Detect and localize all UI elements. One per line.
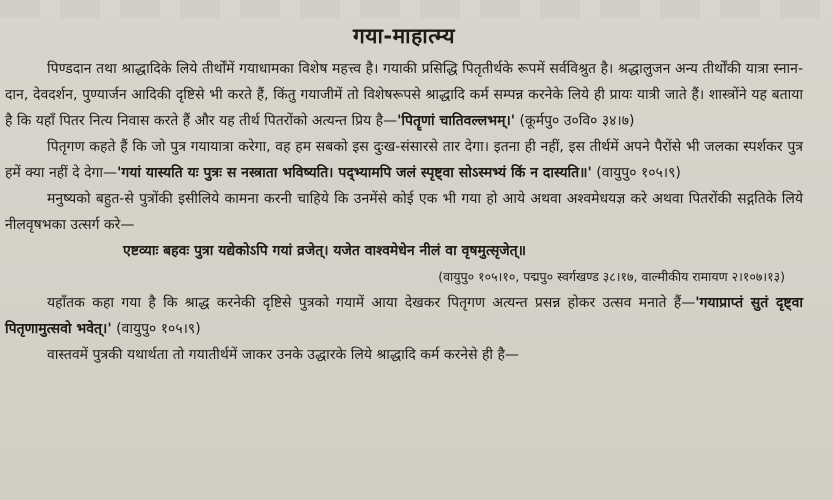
paragraph-5: वास्तवमें पुत्रकी यथार्थता तो गयातीर्थमें जाकर उनके उद्धारके लिये श्राद्धादि कर्म करनेसे ही है—	[47, 347, 519, 363]
paragraph-1-citation: (कूर्मपु० उ०वि० ३४।७)	[515, 113, 635, 129]
page-title: गया-माहात्म्य	[352, 24, 456, 48]
paragraph-1	[5, 56, 803, 134]
paragraph-4-citation: (वायुपु० १०५।९)	[111, 321, 201, 337]
verse-citation: (वायुपु० १०५।१०, पद्मपु० स्वर्गखण्ड ३८।१७, वाल्मीकीय रामायण २।१०७।१३)	[438, 269, 785, 284]
sanskrit-verse: एष्टव्याः बहवः पुत्रा यद्येकोऽपि गयां व्रजेत्। यजेत वाश्वमेधेन नीलं वा वृषमुत्सृजेत्॥	[123, 243, 527, 259]
paragraph-2-quote: 'गयां यास्यति यः पुत्रः स नस्त्राता भविष्यति। पद्भ्यामपि जलं स्पृष्ट्वा सोऽस्मभ्यं किं न दास्यति॥'	[117, 165, 592, 181]
paragraph-3: मनुष्यको बहुत-से पुत्रोंकी इसीलिये कामना करनी चाहिये कि उनमेंसे कोई एक भी गया हो आये अथवा अश्वमेधयज्ञ करे अथवा पितरोंकी सद्गतिके लिये नीलवृषभका उत्सर्ग करे—	[5, 191, 803, 233]
paragraph-1-quote: 'पितॄणां चातिवल्लभम्।'	[397, 113, 516, 129]
paragraph-2-citation: (वायुपु० १०५।९)	[591, 165, 681, 181]
paragraph-4-text: यहाँतक कहा गया है कि श्राद्ध करनेकी दृष्टिसे पुत्रको गयामें आया देखकर पितृगण अत्यन्त प्रसन्न होकर उत्सव मनाते हैं—	[47, 295, 696, 311]
paragraph-4-quote: 'गयाप्राप्तं सुतं दृष्ट्वा पितृणामुत्सवो भवेत्।'	[5, 295, 804, 337]
paragraph-4	[5, 290, 803, 342]
paragraph-1-text: पिण्डदान तथा श्राद्धादिके लिये तीर्थोंमें गयाधामका विशेष महत्त्व है। गयाकी प्रसिद्धि पितृतीर्थके रूपमें सर्वविश्रुत है। श्रद्धालुजन अन्य तीर्थोंकी यात्रा स्नान-दान, देवदर्शन, पुण्यार्जन आदिकी दृष्टिसे भी करते हैं, किंतु गयाजीमें तो विशेषरूपसे श्राद्धादि कर्म सम्पन्न करनेके लिये ही प्रायः यात्री जाते हैं। शास्त्रोंने यह बताया है कि यहाँ पितर नित्य निवास करते हैं और यह तीर्थ पितरोंको अत्यन्त प्रिय है—	[5, 61, 803, 129]
show-through-text	[0, 0, 833, 18]
paragraph-2-text: पितृगण कहते हैं कि जो पुत्र गयायात्रा करेगा, वह हम सबको इस दुःख-संसारसे तार देगा। इतना ही नहीं, इस तीर्थमें अपने पैरोंसे भी जलका स्पर्शकर पुत्र हमें क्या नहीं दे देगा—	[5, 139, 803, 181]
paragraph-2	[5, 134, 803, 186]
